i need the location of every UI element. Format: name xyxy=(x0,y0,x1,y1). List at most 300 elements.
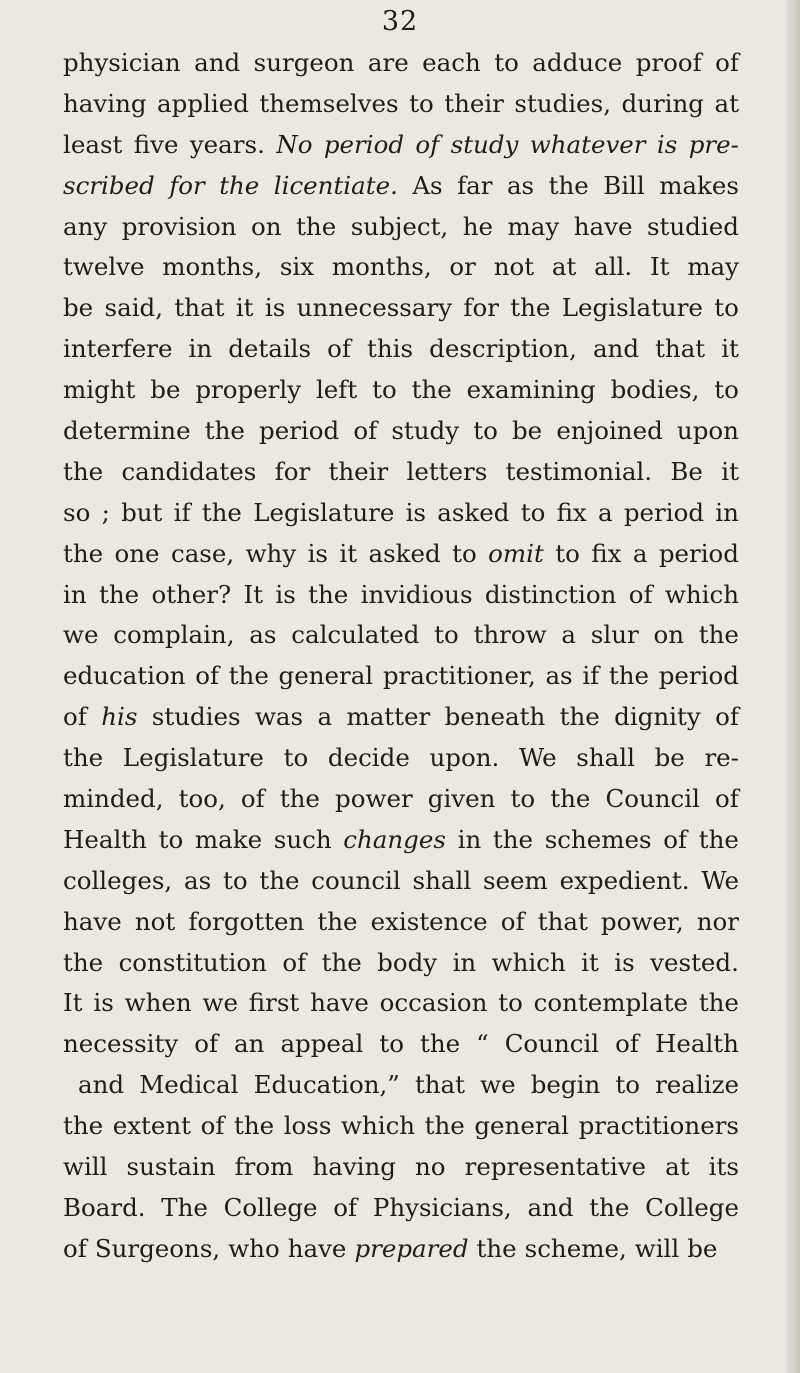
word: ; xyxy=(101,497,110,527)
word: we xyxy=(202,988,238,1018)
text-line xyxy=(63,902,739,943)
word: applied xyxy=(157,88,249,118)
italic-word: licentiate. xyxy=(273,170,398,200)
word: Physicians, xyxy=(372,1192,512,1222)
italic-word: prepared xyxy=(354,1233,469,1263)
word: matter xyxy=(346,702,431,732)
word: all. xyxy=(594,252,633,282)
italic-word: his xyxy=(101,702,138,732)
word: necessity xyxy=(63,1029,179,1059)
word: is xyxy=(614,947,635,977)
word: having xyxy=(312,1152,396,1182)
word: be xyxy=(687,1233,718,1263)
word: in xyxy=(63,579,87,609)
text-line xyxy=(63,84,739,125)
text-line xyxy=(63,1229,739,1270)
word: interfere xyxy=(63,334,173,364)
word: of xyxy=(63,702,87,732)
word: fix xyxy=(556,497,587,527)
word: the xyxy=(424,1111,465,1141)
word: of xyxy=(282,947,307,977)
word: a xyxy=(317,702,333,732)
italic-word: No xyxy=(276,129,313,159)
word: its xyxy=(708,1152,739,1182)
word: the xyxy=(698,824,739,854)
word: said, xyxy=(104,293,164,323)
word: of xyxy=(615,1029,639,1059)
word: power, xyxy=(600,906,684,936)
word: begin xyxy=(530,1070,601,1100)
text-line xyxy=(63,534,739,575)
word: of xyxy=(715,48,739,77)
word: the xyxy=(548,170,589,200)
word: first xyxy=(248,988,300,1018)
word: loss xyxy=(283,1111,332,1141)
word: if xyxy=(173,497,191,527)
word: their xyxy=(444,88,504,118)
word: As xyxy=(412,170,443,200)
word: representative xyxy=(464,1152,647,1182)
word: of xyxy=(628,579,653,609)
text-line xyxy=(63,779,739,820)
italic-word: the xyxy=(219,170,260,200)
word: provision xyxy=(121,211,237,241)
word: calculated xyxy=(291,620,420,650)
word: Council xyxy=(605,784,700,814)
word: this xyxy=(367,334,414,364)
word: Medical xyxy=(139,1070,239,1100)
word: of xyxy=(194,1029,219,1059)
word: appeal xyxy=(280,1029,364,1059)
word: is xyxy=(307,538,328,568)
word: the xyxy=(63,456,104,486)
italic-word: whatever xyxy=(529,129,646,159)
word: adduce xyxy=(532,48,623,77)
word: to xyxy=(615,1070,640,1100)
word: he xyxy=(462,211,494,241)
word: the xyxy=(233,1111,275,1141)
word: description, xyxy=(429,334,577,364)
word: constitution xyxy=(118,947,267,977)
word: It xyxy=(649,252,670,282)
word: schemes xyxy=(544,824,652,854)
word: subject, xyxy=(350,211,449,241)
word: decide xyxy=(327,743,410,773)
text-line xyxy=(63,861,739,902)
word: upon xyxy=(676,416,739,446)
word: asked xyxy=(437,497,510,527)
word: the xyxy=(63,1111,104,1141)
word: contemplate xyxy=(533,988,688,1018)
word: and xyxy=(194,48,241,77)
word: beneath xyxy=(444,702,546,732)
word: the xyxy=(279,784,320,814)
word: scheme, xyxy=(524,1233,627,1263)
word: It xyxy=(243,579,264,609)
word: to xyxy=(379,1029,404,1059)
text-line xyxy=(63,329,739,370)
word: it xyxy=(235,293,254,323)
word: of xyxy=(195,661,220,691)
word: least xyxy=(63,129,123,159)
word: left xyxy=(315,375,358,405)
word: the xyxy=(510,293,551,323)
word: as xyxy=(545,661,573,691)
word: realize xyxy=(655,1070,739,1100)
word: might xyxy=(63,375,136,405)
word: on xyxy=(653,620,685,650)
word: far xyxy=(457,170,493,200)
word: the xyxy=(321,947,362,977)
word: to xyxy=(510,784,536,814)
word: the xyxy=(589,1192,630,1222)
word: make xyxy=(194,824,263,854)
page-edge-shadow xyxy=(786,0,800,1373)
word: will xyxy=(63,1152,108,1182)
word: council xyxy=(311,865,401,895)
text-line xyxy=(63,166,739,207)
word: as xyxy=(183,865,212,895)
text-line xyxy=(63,983,739,1024)
word: too, xyxy=(178,784,226,814)
word: studies, xyxy=(514,88,611,118)
word: vested. xyxy=(650,947,739,977)
word: in xyxy=(457,824,482,854)
word: complain, xyxy=(113,620,235,650)
italic-word: of xyxy=(415,129,440,159)
word: “ xyxy=(476,1029,489,1059)
word: each xyxy=(422,48,481,77)
text-line xyxy=(63,411,739,452)
word: to xyxy=(494,48,519,77)
word: Health xyxy=(63,824,147,854)
word: in xyxy=(188,334,213,364)
word: to xyxy=(714,375,739,405)
word: it xyxy=(721,334,739,364)
word: and xyxy=(527,1192,574,1222)
body-text xyxy=(63,43,739,1270)
word: months, xyxy=(331,252,432,282)
word: the xyxy=(296,211,337,241)
word: which xyxy=(341,1111,416,1141)
word: case, xyxy=(170,538,235,568)
word: sustain xyxy=(126,1152,216,1182)
word: is xyxy=(93,988,114,1018)
text-line xyxy=(63,452,739,493)
word: Board. xyxy=(63,1192,146,1222)
text-line xyxy=(63,575,739,616)
word: of xyxy=(663,824,688,854)
word: Education,” xyxy=(253,1070,400,1100)
word: period xyxy=(623,497,705,527)
text-line xyxy=(63,615,739,656)
word: that xyxy=(537,906,588,936)
word: to xyxy=(434,620,459,650)
word: years. xyxy=(189,129,265,159)
word: Health xyxy=(655,1029,739,1059)
word: the xyxy=(204,416,245,446)
word: that xyxy=(174,293,225,323)
word: enjoined xyxy=(556,416,663,446)
word: the xyxy=(608,661,650,691)
word: period xyxy=(259,416,340,446)
word: letters xyxy=(406,456,488,486)
word: and xyxy=(592,334,640,364)
word: six xyxy=(279,252,315,282)
word: the xyxy=(698,620,739,650)
word: be xyxy=(63,293,94,323)
word: forgotten xyxy=(188,906,305,936)
word: the xyxy=(420,1029,461,1059)
word: a xyxy=(632,538,648,568)
word: to xyxy=(372,375,397,405)
word: existence xyxy=(370,906,488,936)
word: We xyxy=(518,743,557,773)
word: invidious xyxy=(360,579,473,609)
word: to xyxy=(714,293,739,323)
word: period xyxy=(658,661,739,691)
italic-word: study xyxy=(450,129,519,159)
word: having xyxy=(63,88,147,118)
word: to xyxy=(409,88,434,118)
word: of xyxy=(240,784,265,814)
word: expedient. xyxy=(559,865,690,895)
word: to xyxy=(473,416,498,446)
word: have xyxy=(310,988,369,1018)
word: general xyxy=(278,661,374,691)
word: months, xyxy=(162,252,263,282)
word: the xyxy=(492,824,534,854)
word: examining xyxy=(466,375,596,405)
word: bodies, xyxy=(610,375,700,405)
word: properly xyxy=(195,375,302,405)
word: candidates xyxy=(121,456,257,486)
word: the xyxy=(228,661,269,691)
word: who xyxy=(228,1233,280,1263)
word: have xyxy=(287,1233,347,1263)
word: the xyxy=(63,743,104,773)
word: makes xyxy=(659,170,739,200)
word: it xyxy=(581,947,599,977)
page-number: 32 xyxy=(381,6,419,37)
word: to xyxy=(520,497,546,527)
word: Be xyxy=(670,456,703,486)
word: was xyxy=(254,702,304,732)
text-line xyxy=(63,1065,739,1106)
text-line xyxy=(63,738,739,779)
text-line xyxy=(63,1024,739,1065)
word: extent xyxy=(112,1111,191,1141)
text-line xyxy=(63,656,739,697)
word: minded, xyxy=(63,784,164,814)
word: practitioner, xyxy=(382,661,536,691)
word: their xyxy=(328,456,389,486)
word: the xyxy=(411,375,452,405)
word: or xyxy=(449,252,476,282)
word: the xyxy=(63,947,104,977)
word: a xyxy=(598,497,613,527)
italic-word: pre- xyxy=(688,129,739,159)
text-line xyxy=(63,1106,739,1147)
word: from xyxy=(234,1152,294,1182)
word: the xyxy=(698,988,739,1018)
word: occasion xyxy=(379,988,488,1018)
word: in xyxy=(715,497,739,527)
word: colleges, xyxy=(63,865,173,895)
word: testimonial. xyxy=(505,456,653,486)
word: be xyxy=(654,743,685,773)
word: one xyxy=(114,538,160,568)
word: is xyxy=(264,293,286,323)
word: College xyxy=(645,1192,739,1222)
word: of xyxy=(200,1111,225,1141)
word: of xyxy=(500,906,525,936)
word: the xyxy=(550,784,591,814)
word: it xyxy=(339,538,358,568)
word: to xyxy=(452,538,477,568)
text-line xyxy=(63,1147,739,1188)
word: of xyxy=(715,784,739,814)
italic-word: for xyxy=(169,170,205,200)
word: Legislature xyxy=(122,743,264,773)
word: that xyxy=(655,334,706,364)
word: It xyxy=(63,988,83,1018)
word: College xyxy=(223,1192,318,1222)
word: period xyxy=(658,538,739,568)
word: of xyxy=(353,416,378,446)
word: unnecessary xyxy=(296,293,453,323)
word: slur xyxy=(590,620,639,650)
word: distinction xyxy=(484,579,617,609)
text-line xyxy=(63,943,739,984)
word: be xyxy=(512,416,543,446)
word: no xyxy=(415,1152,446,1182)
word: asked xyxy=(368,538,441,568)
italic-word: omit xyxy=(488,538,544,568)
word: a xyxy=(561,620,577,650)
word: if xyxy=(582,661,600,691)
word: and xyxy=(78,1070,125,1100)
word: Legislature xyxy=(561,293,703,323)
word: but xyxy=(121,497,163,527)
text-line xyxy=(63,493,739,534)
word: are xyxy=(367,48,409,77)
word: dignity xyxy=(614,702,701,732)
text-line xyxy=(63,370,739,411)
text-line xyxy=(63,43,739,84)
word: to xyxy=(222,865,248,895)
word: power xyxy=(335,784,413,814)
word: be xyxy=(150,375,181,405)
word: education xyxy=(63,661,186,691)
word: may xyxy=(507,211,560,241)
word: it xyxy=(721,456,739,486)
word: we xyxy=(63,620,99,650)
word: nor xyxy=(696,906,739,936)
italic-word: changes xyxy=(343,824,446,854)
word: We xyxy=(701,865,739,895)
word: of xyxy=(333,1192,358,1222)
word: shall xyxy=(412,865,472,895)
word: upon. xyxy=(429,743,500,773)
text-line xyxy=(63,288,739,329)
word: The xyxy=(161,1192,208,1222)
word: to xyxy=(283,743,309,773)
word: studied xyxy=(646,211,739,241)
word: in xyxy=(452,947,477,977)
word: which xyxy=(664,579,739,609)
word: themselves xyxy=(259,88,399,118)
word: the xyxy=(559,702,600,732)
word: have xyxy=(63,906,122,936)
word: for xyxy=(463,293,499,323)
word: the xyxy=(63,538,104,568)
word: which xyxy=(491,947,566,977)
word: why xyxy=(245,538,297,568)
word: have xyxy=(573,211,633,241)
word: studies xyxy=(151,702,241,732)
text-line xyxy=(63,247,739,288)
word: not xyxy=(493,252,535,282)
word: any xyxy=(63,211,108,241)
word: such xyxy=(273,824,332,854)
word: given xyxy=(427,784,496,814)
word: the xyxy=(476,1233,517,1263)
word: general xyxy=(474,1111,569,1141)
word: surgeon xyxy=(253,48,355,77)
word: at xyxy=(665,1152,690,1182)
word: so xyxy=(63,497,91,527)
word: of xyxy=(715,702,739,732)
text-line xyxy=(63,820,739,861)
word: the xyxy=(201,497,242,527)
word: an xyxy=(234,1029,265,1059)
word: to xyxy=(498,988,523,1018)
word: practitioners xyxy=(578,1111,739,1141)
word: re- xyxy=(704,743,739,773)
text-line xyxy=(63,697,739,738)
word: of xyxy=(63,1233,87,1263)
word: not xyxy=(134,906,176,936)
word: proof xyxy=(635,48,702,77)
word: the xyxy=(308,579,349,609)
word: Legislature xyxy=(253,497,395,527)
word: when xyxy=(124,988,192,1018)
italic-word: period xyxy=(323,129,405,159)
word: at xyxy=(714,88,739,118)
word: we xyxy=(480,1070,516,1100)
word: throw xyxy=(473,620,547,650)
word: may xyxy=(687,252,739,282)
word: as xyxy=(506,170,535,200)
word: study xyxy=(391,416,460,446)
word: five xyxy=(133,129,179,159)
word: Council xyxy=(504,1029,600,1059)
word: is xyxy=(275,579,296,609)
word: the xyxy=(259,865,300,895)
italic-word: is xyxy=(656,129,678,159)
word: is xyxy=(405,497,426,527)
word: at xyxy=(551,252,577,282)
word: Surgeons, xyxy=(94,1233,221,1263)
word: as xyxy=(249,620,277,650)
word: for xyxy=(274,456,311,486)
word: of xyxy=(327,334,351,364)
word: fix xyxy=(591,538,622,568)
word: the xyxy=(317,906,358,936)
word: during xyxy=(621,88,704,118)
text-line xyxy=(63,125,739,166)
